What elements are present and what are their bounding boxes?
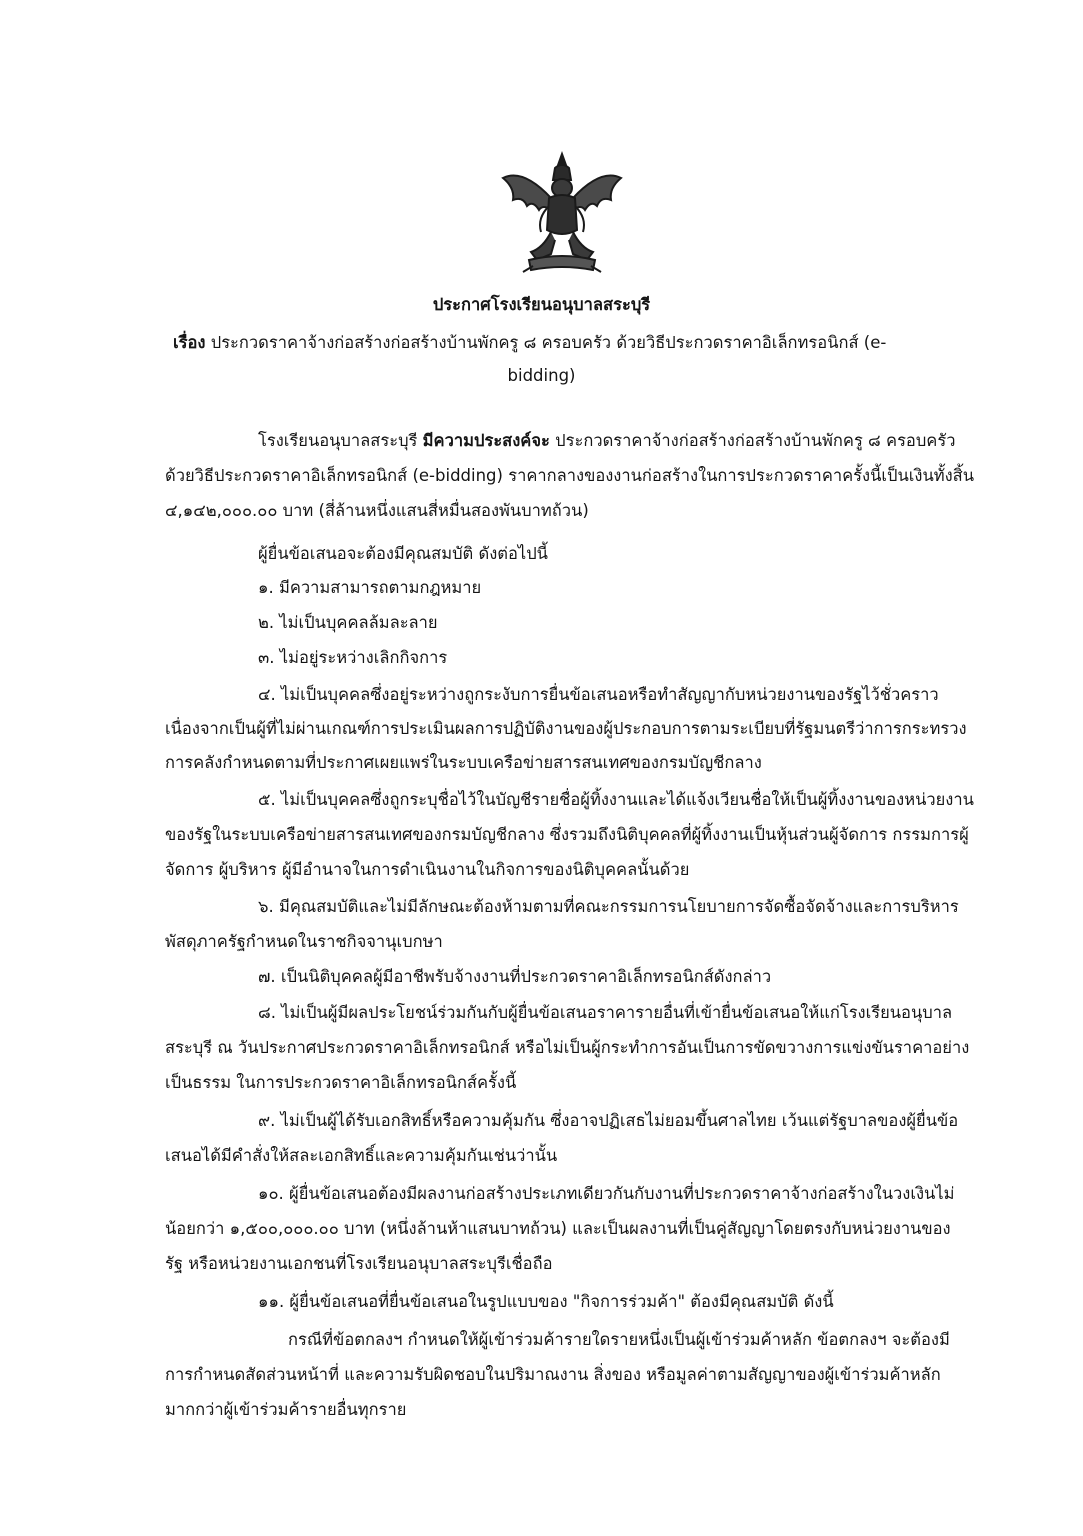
qualification-4-line-1: ๔. ไม่เป็นบุคคลซึ่งอยู่ระหว่างถูกระงับการยื่นข้อเสนอหรือทำสัญญากับหน่วยงานของรัฐไว้ชั่วคราว bbox=[258, 685, 939, 704]
joint-venture-case-line-2: การกำหนดสัดส่วนหน้าที่ และความรับผิดชอบในปริมาณงาน สิ่งของ หรือมูลค่าตามสัญญาของผู้เข้าร่วมค้าหลัก bbox=[165, 1365, 941, 1384]
qualification-10-line-2: น้อยกว่า ๑,๕๐๐,๐๐๐.๐๐ บาท (หนึ่งล้านห้าแสนบาทถ้วน) และเป็นผลงานที่เป็นคู่สัญญาโดยตรงกับหน่วยงานของ bbox=[165, 1219, 951, 1238]
intro-line-3: ๔,๑๔๒,๐๐๐.๐๐ บาท (สี่ล้านหนึ่งแสนสี่หมื่นสองพันบาทถ้วน) bbox=[165, 501, 589, 520]
qualification-7: ๗. เป็นนิติบุคคลผู้มีอาชีพรับจ้างงานที่ประกวดราคาอิเล็กทรอนิกส์ดังกล่าว bbox=[258, 967, 772, 986]
joint-venture-case-line-1: กรณีที่ข้อตกลงฯ กำหนดให้ผู้เข้าร่วมค้ารายใดรายหนึ่งเป็นผู้เข้าร่วมค้าหลัก ข้อตกลงฯ จะต้องมี bbox=[288, 1330, 950, 1349]
qualification-1: ๑. มีความสามารถตามกฎหมาย bbox=[258, 578, 482, 597]
qualification-10-line-3: รัฐ หรือหน่วยงานเอกชนที่โรงเรียนอนุบาลสระบุรีเชื่อถือ bbox=[165, 1254, 553, 1273]
qualification-10-line-1: ๑๐. ผู้ยื่นข้อเสนอต้องมีผลงานก่อสร้างประเภทเดียวกันกับงานที่ประกวดราคาจ้างก่อสร้างในวงเงินไม่ bbox=[258, 1184, 955, 1203]
qualification-5-line-3: จัดการ ผู้บริหาร ผู้มีอำนาจในการดำเนินงานในกิจการของนิติบุคคลนั้นด้วย bbox=[165, 860, 690, 879]
subject-label: เรื่อง bbox=[173, 333, 206, 352]
qualification-8-line-3: เป็นธรรม ในการประกวดราคาอิเล็กทรอนิกส์ครั้งนี้ bbox=[165, 1073, 517, 1092]
announcement-title: ประกาศโรงเรียนอนุบาลสระบุรี bbox=[432, 295, 651, 314]
qualification-2: ๒. ไม่เป็นบุคคลล้มละลาย bbox=[258, 613, 438, 632]
qualifications-heading: ผู้ยื่นข้อเสนอจะต้องมีคุณสมบัติ ดังต่อไปนี้ bbox=[258, 544, 548, 563]
qualification-3: ๓. ไม่อยู่ระหว่างเลิกกิจการ bbox=[258, 648, 448, 667]
qualification-4-line-3: การคลังกำหนดตามที่ประกาศเผยแพร่ในระบบเครือข่ายสารสนเทศของกรมบัญชีกลาง bbox=[165, 753, 762, 772]
subject-continuation: bidding) bbox=[507, 366, 576, 385]
qualification-6-line-1: ๖. มีคุณสมบัติและไม่มีลักษณะต้องห้ามตามที่คณะกรรมการนโยบายการจัดซื้อจัดจ้างและการบริหาร bbox=[258, 897, 959, 916]
intro-line-1 bbox=[258, 428, 955, 454]
school-name: โรงเรียนอนุบาลสระบุรี bbox=[258, 431, 418, 450]
qualification-8-line-2: สระบุรี ณ วันประกาศประกวดราคาอิเล็กทรอนิกส์ หรือไม่เป็นผู้กระทำการอันเป็นการขัดขวางการแข่งขันราคาอย่าง bbox=[165, 1038, 970, 1057]
qualification-4-line-2: เนื่องจากเป็นผู้ที่ไม่ผ่านเกณฑ์การประเมินผลการปฏิบัติงานของผู้ประกอบการตามระเบียบที่รัฐมนตรีว่าการกระทรวง bbox=[165, 719, 967, 738]
subject-text: ประกวดราคาจ้างก่อสร้างก่อสร้างบ้านพักครู ๘ ครอบครัว ด้วยวิธีประกวดราคาอิเล็กทรอนิกส์ (e- bbox=[210, 333, 887, 352]
qualification-8-line-1: ๘. ไม่เป็นผู้มีผลประโยชน์ร่วมกันกับผู้ยื่นข้อเสนอราคารายอื่นที่เข้ายื่นข้อเสนอให้แก่โรงเรียนอนุบาล bbox=[258, 1003, 953, 1022]
qualification-5-line-1: ๕. ไม่เป็นบุคคลซึ่งถูกระบุชื่อไว้ในบัญชีรายชื่อผู้ทิ้งงานและได้แจ้งเวียนชื่อให้เป็นผู้ทิ้งงานของหน่วยงาน bbox=[258, 790, 974, 809]
qualification-9-line-2: เสนอได้มีคำสั่งให้สละเอกสิทธิ์และความคุ้มกันเช่นว่านั้น bbox=[165, 1146, 558, 1165]
qualification-6-line-2: พัสดุภาครัฐกำหนดในราชกิจจานุเบกษา bbox=[165, 932, 443, 951]
intro-line-2: ด้วยวิธีประกวดราคาอิเล็กทรอนิกส์ (e-bidding) ราคากลางของงานก่อสร้างในการประกวดราคาครั้งนี้เป็นเงินทั้งสิ้น bbox=[165, 466, 975, 485]
joint-venture-case-line-3: มากกว่าผู้เข้าร่วมค้ารายอื่นทุกราย bbox=[165, 1400, 407, 1419]
qualification-9-line-1: ๙. ไม่เป็นผู้ได้รับเอกสิทธิ์หรือความคุ้มกัน ซึ่งอาจปฏิเสธไม่ยอมขึ้นศาลไทย เว้นแต่รัฐบาลของผู้ยื่นข้อ bbox=[258, 1111, 959, 1130]
intent-phrase: มีความประสงค์จะ bbox=[422, 431, 550, 450]
subject-line bbox=[173, 330, 886, 356]
garuda-emblem-icon bbox=[493, 148, 631, 286]
qualification-5-line-2: ของรัฐในระบบเครือข่ายสารสนเทศของกรมบัญชีกลาง ซึ่งรวมถึงนิติบุคคลที่ผู้ทิ้งงานเป็นหุ้นส่วนผู้จัดการ กรรมการผู้ bbox=[165, 825, 969, 844]
qualification-11: ๑๑. ผู้ยื่นข้อเสนอที่ยื่นข้อเสนอในรูปแบบของ "กิจการร่วมค้า" ต้องมีคุณสมบัติ ดังนี้ bbox=[258, 1292, 834, 1311]
project-description: ประกวดราคาจ้างก่อสร้างก่อสร้างบ้านพักครู ๘ ครอบครัว bbox=[555, 431, 956, 450]
